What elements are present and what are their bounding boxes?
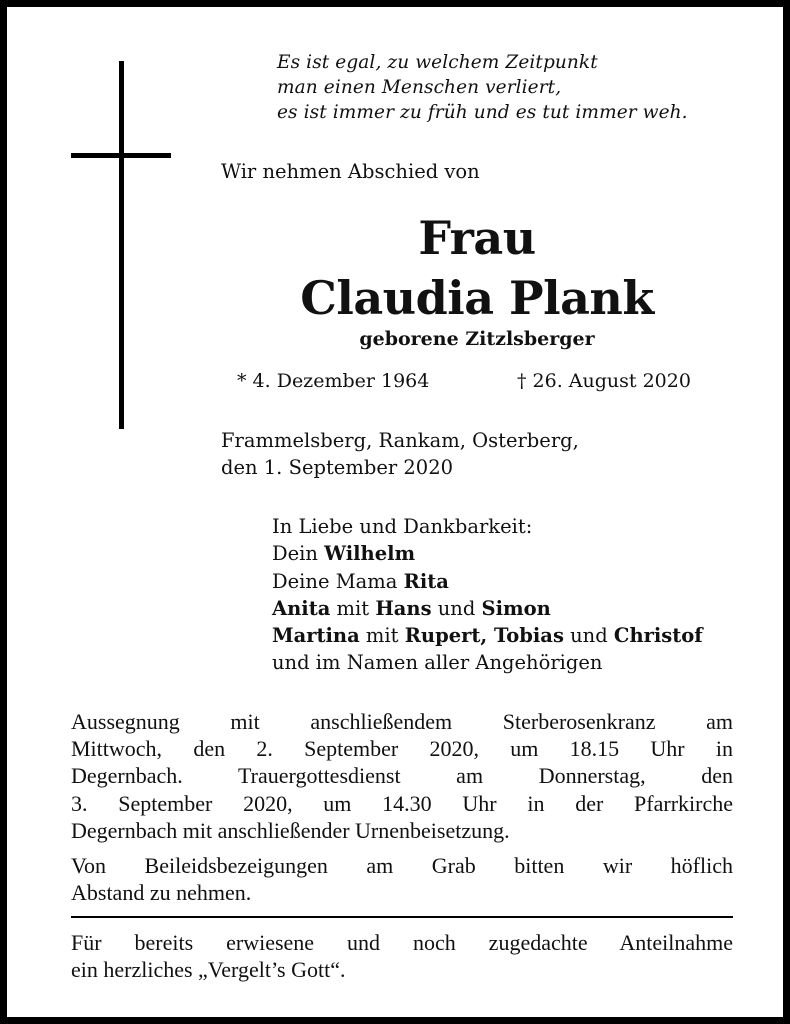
quote-line: es ist immer zu früh und es tut immer weh.: [277, 102, 688, 123]
mourner-relation: Deine Mama: [272, 569, 404, 593]
notice-date: den 1. September 2020: [221, 456, 454, 479]
connector: mit: [330, 596, 376, 620]
quote-line: Es ist egal, zu welchem Zeitpunkt: [277, 52, 598, 73]
deceased-name: Claudia Plank: [300, 271, 654, 325]
places: Frammelsberg, Rankam, Osterberg,: [221, 429, 579, 452]
mourner-name: Simon: [481, 596, 551, 620]
mourner-name: Martina: [272, 624, 360, 648]
mourner-name: Anita: [272, 596, 331, 620]
mourner-name: Christof: [613, 624, 703, 648]
thanks-line: Für bereits erwiesene und noch zugedachte Anteilnahme: [71, 930, 733, 955]
mourner-name: Rupert, Tobias: [404, 624, 564, 648]
service-line: Mittwoch, den 2. September 2020, um 18.15 Uhr in: [71, 736, 733, 762]
connector: mit: [359, 624, 405, 648]
divider-line: [71, 916, 733, 918]
deceased-name-block: [221, 207, 733, 353]
connector: und: [431, 596, 482, 620]
condolence-request: [71, 852, 733, 906]
thanks-line: ein herzliches „Vergelt’s Gott“.: [71, 957, 346, 982]
condolence-line: Abstand zu nehmen.: [71, 880, 252, 905]
condolence-line: Von Beileidsbezeigungen am Grab bitten wir höflich: [71, 853, 733, 878]
death-date: † 26. August 2020: [517, 370, 691, 392]
cross-icon-horizontal: [71, 153, 171, 158]
service-line: Degernbach mit anschließender Urnenbeisetzung.: [71, 817, 510, 843]
place-and-date: [221, 427, 579, 481]
mourner-name: Hans: [375, 596, 432, 620]
service-line: Aussegnung mit anschließendem Sterberosenkranz am: [71, 709, 733, 734]
birth-date: * 4. Dezember 1964: [237, 370, 430, 392]
maiden-name: geborene Zitzlsberger: [359, 328, 595, 350]
mourners-closing: und im Namen aller Angehörigen: [272, 651, 603, 675]
mourner-line: [272, 568, 703, 595]
mourner-relation: Dein: [272, 542, 325, 566]
service-line: Degernbach. Trauergottesdienst am Donnerstag, den: [71, 763, 733, 789]
mourner-line: [272, 540, 703, 567]
service-details: [71, 708, 733, 844]
farewell-intro: Wir nehmen Abschied von: [221, 160, 480, 183]
connector: und: [563, 624, 614, 648]
salutation: Frau: [418, 211, 536, 265]
mourners-intro: In Liebe und Dankbarkeit:: [272, 515, 533, 538]
mourner-line: [272, 622, 703, 649]
mourners-list: [272, 513, 703, 677]
thanks-note: [71, 929, 733, 983]
service-line: 3. September 2020, um 14.30 Uhr in der Pfarrkirche: [71, 790, 733, 816]
mourner-name: Wilhelm: [324, 542, 416, 566]
mourner-name: Rita: [403, 569, 449, 593]
quote-line: man einen Menschen verliert,: [277, 77, 562, 98]
cross-icon-vertical: [119, 61, 124, 429]
memorial-quote: [277, 50, 688, 125]
mourner-line: [272, 595, 703, 622]
